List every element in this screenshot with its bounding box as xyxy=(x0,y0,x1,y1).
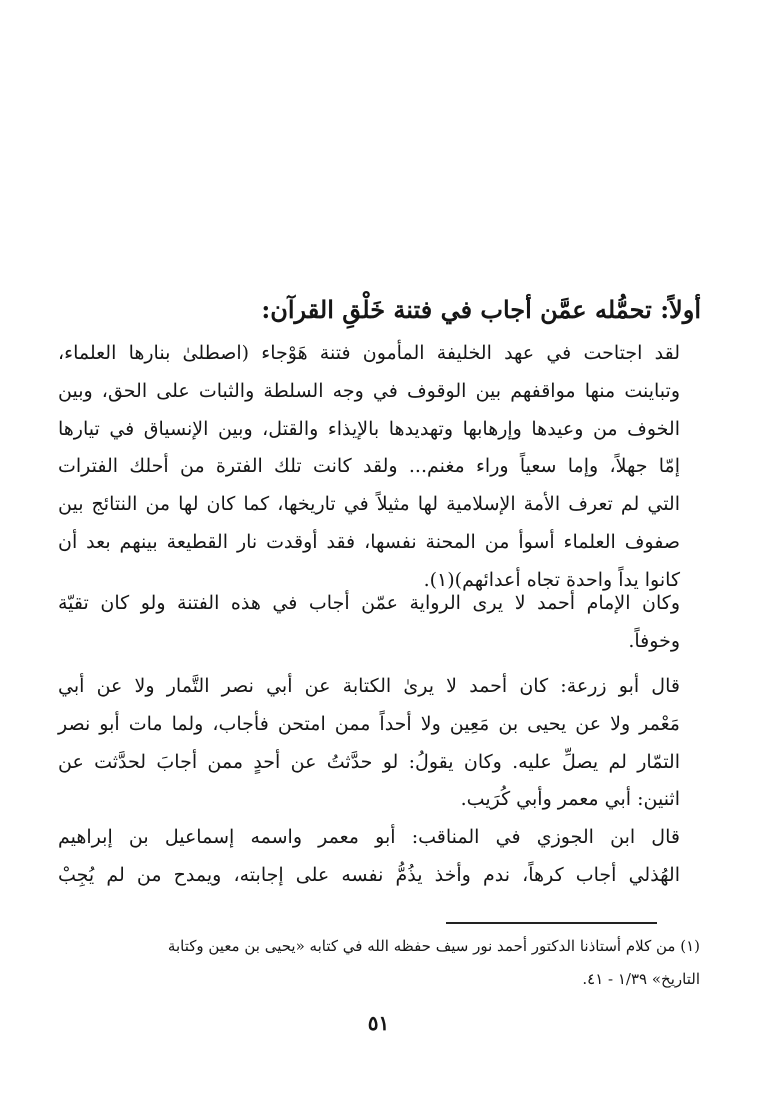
text-line: الخوف من وعيدها وإرهابها وتهديدها بالإيذاء والقتل، وبين الإنسياق في تيارها xyxy=(58,417,680,440)
text-line: التي لم تعرف الأمة الإسلامية لها مثيلاً في تاريخها، كما كان لها من النتائج بين xyxy=(58,493,680,516)
text-line: وخوفاً. xyxy=(628,629,680,652)
text-line: مَعْمر ولا عن يحيى بن مَعِين ولا أحداً ممن امتحن فأجاب، ولما مات أبو نصر xyxy=(58,712,680,735)
paragraph-2 xyxy=(58,585,700,661)
paragraph-4 xyxy=(58,819,700,895)
text-line: كانوا يداً واحدة تجاه أعدائهم)(١). xyxy=(423,568,680,591)
footnote-line: (١) من كلام أستاذنا الدكتور أحمد نور سيف حفظه الله في كتابه «يحيى بن معين وكتابة xyxy=(167,937,700,955)
text-line: قال أبو زرعة: كان أحمد لا يرىٰ الكتابة عن أبي نصر التَّمار ولا عن أبي xyxy=(58,675,680,697)
section-heading: أولاً: تحمُّله عمَّن أجاب في فتنة خَلْقِ القرآن: xyxy=(261,295,701,324)
text-line: إمّا جهلاً، وإما سعياً وراء مغنم... ولقد كانت تلك الفترة من أحلك الفترات xyxy=(58,455,680,478)
text-line: وكان الإمام أحمد لا يرى الرواية عمّن أجاب في هذه الفتنة ولو كان تقيّة xyxy=(58,592,680,614)
footnote-line: التاريخ» ١/٣٩ - ٤١. xyxy=(582,970,700,988)
paragraph-1 xyxy=(58,335,700,600)
page-number: ٥١ xyxy=(367,1011,390,1035)
footnote-divider xyxy=(446,922,657,924)
footnote xyxy=(58,930,700,996)
text-line: الهُذلي أجاب كرهاً، ندم وأخذ يذُمُّ نفسه على إجابته، ويمدح من لم يُجِبْ xyxy=(58,863,680,886)
text-line: وتباينت منها مواقفهم بين الوقوف في وجه السلطة والثبات على الحق، وبين xyxy=(58,379,680,402)
text-line: اثنين: أبي معمر وأبي كُرَيب. xyxy=(460,788,680,811)
text-line: التمّار لم يصلِّ عليه. وكان يقولُ: لو حدَّثتُ عن أحدٍ ممن أجابَ لحدَّثت عن xyxy=(58,750,680,773)
text-line: لقد اجتاحت في عهد الخليفة المأمون فتنة هَوْجاء (اصطلىٰ بنارها العلماء، xyxy=(58,342,680,364)
paragraph-3 xyxy=(58,668,700,819)
text-line: صفوف العلماء أسوأ من المحنة نفسها، فقد أوقدت نار القطيعة بينهم بعد أن xyxy=(58,530,680,553)
text-line: قال ابن الجوزي في المناقب: أبو معمر واسمه إسماعيل بن إبراهيم xyxy=(58,826,680,848)
